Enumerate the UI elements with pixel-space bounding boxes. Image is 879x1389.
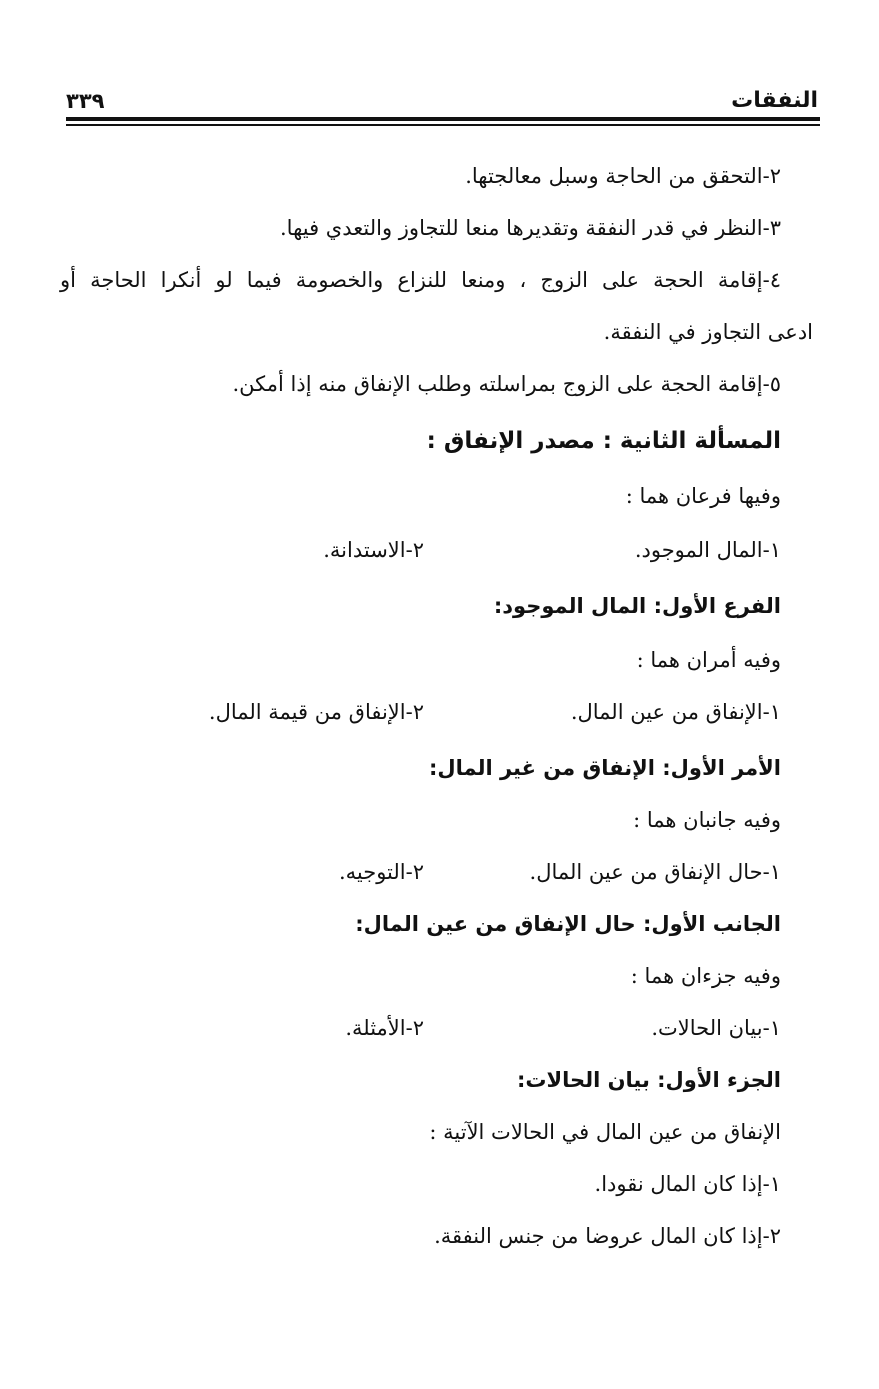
list-item: ١-الإنفاق من عين المال. <box>570 700 781 724</box>
subsection-heading: الجزء الأول: بيان الحالات: <box>517 1068 781 1092</box>
header-rule-thin <box>66 124 820 126</box>
section-heading: المسألة الثانية : مصدر الإنفاق : <box>426 428 781 454</box>
list-item: ١-إذا كان المال نقودا. <box>594 1172 781 1196</box>
list-item: ٥-إقامة الحجة على الزوج بمراسلته وطلب الإنفاق منه إذا أمكن. <box>232 372 781 396</box>
paragraph: وفيه جزءان هما : <box>630 964 781 988</box>
list-item: ٢-إذا كان المال عروضا من جنس النفقة. <box>434 1224 781 1248</box>
list-item: ١-بيان الحالات. <box>651 1016 781 1040</box>
list-item: ٢-التوجيه. <box>338 860 424 884</box>
paragraph: وفيه أمران هما : <box>636 648 781 672</box>
header-rule-thick <box>66 117 820 121</box>
paragraph: وفيه جانبان هما : <box>633 808 781 832</box>
list-item: ١-حال الإنفاق من عين المال. <box>529 860 781 884</box>
subsection-heading: الجانب الأول: حال الإنفاق من عين المال: <box>355 912 781 936</box>
subsection-heading: الأمر الأول: الإنفاق من غير المال: <box>428 756 781 780</box>
list-item: ٤-إقامة الحجة على الزوج ، ومنعا للنزاع والخصومة فيما لو أنكرا الحاجة أو <box>60 268 781 292</box>
running-title: النفقات <box>731 88 818 113</box>
list-item: ٢-التحقق من الحاجة وسبل معالجتها. <box>465 164 781 188</box>
page-number: ٣٣٩ <box>66 89 105 113</box>
subsection-heading: الفرع الأول: المال الموجود: <box>493 594 781 618</box>
list-item: ٣-النظر في قدر النفقة وتقديرها منعا للتجاوز والتعدي فيها. <box>280 216 781 240</box>
paragraph: الإنفاق من عين المال في الحالات الآتية : <box>429 1120 781 1144</box>
list-item: ٢-الأمثلة. <box>345 1016 424 1040</box>
list-item: ٢-الإنفاق من قيمة المال. <box>208 700 424 724</box>
paragraph: وفيها فرعان هما : <box>625 484 781 508</box>
list-item: ١-المال الموجود. <box>634 538 781 562</box>
list-item-continuation: ادعى التجاوز في النفقة. <box>603 320 813 344</box>
list-item: ٢-الاستدانة. <box>323 538 424 562</box>
